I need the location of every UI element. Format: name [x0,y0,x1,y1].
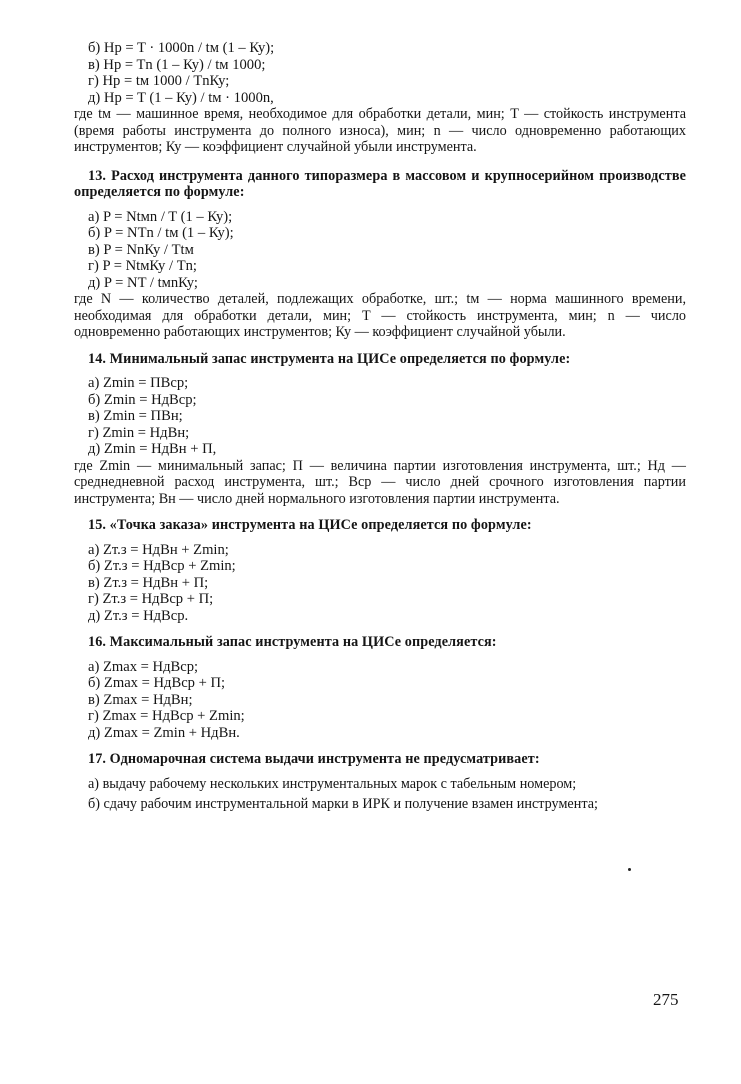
q17-option-b: б) сдачу рабочим инструментальной марки в ИРК и получение взамен инструмента; [88,796,598,812]
page-content [74,40,686,813]
q14-legend: где Zmin — минимальный запас; П — величина партии изготовления инструмента, шт.; Hд — среднедневной расход инструмента, шт.; Bср — число дней срочного изготовления партии инструмента; Bн — число дней нормального изготовления партии инструмента. [74,457,686,507]
q12-legend: где tм — машинное время, необходимое для обработки детали, мин; T — стойкость инструмента (время работы инструмента до полного износа), мин; n — число одновременно работающих инструментов; Ку — коэффициент случайной убыли инструмента. [74,106,686,155]
q16-option-b: б) Zmax = HдBср + П; [88,675,226,691]
q16-option-d: д) Zmax = Zmin + HдBн. [88,724,240,741]
q16-title: 16. Максимальный запас инструмента на ЦИСе определяется: [88,634,497,650]
q16-option-g: г) Zmax = HдBср + Zmin; [88,708,245,724]
q14-option-b: б) Zmin = HдBср; [88,391,197,408]
q15-title: 15. «Точка заказа» инструмента на ЦИСе определяется по формуле: [88,517,532,533]
q15-option-b: б) Zт.з = HдBср + Zmin; [88,558,236,574]
q13-option-a: а) P = Ntмn / T (1 – Ку); [88,208,233,225]
q14-option-a: а) Zmin = ПBср; [88,375,189,391]
q16-option-v: в) Zmax = HдBн; [88,691,193,708]
page-number: 275 [653,990,679,1009]
q13-option-v: в) P = NnКу / Ttм [88,241,194,258]
q14-title: 14. Минимальный запас инструмента на ЦИСе определяется по формуле: [88,350,571,367]
q17-title: 17. Одномарочная система выдачи инструмента не предусматривает: [88,751,540,767]
q13-title: 13. Расход инструмента данного типоразмера в массовом и крупносерийном производстве определяется по формуле: [74,167,686,200]
q14-option-d: д) Zmin = HдBн + П, [88,441,217,457]
q12-option-b: б) Hp = T · 1000n / tм (1 – Ку); [88,40,275,56]
q16-option-a: а) Zmax = HдBср; [88,658,199,675]
q15-option-v: в) Zт.з = HдBн + П; [88,574,209,591]
q12-option-d: д) Hp = T (1 – Ку) / tм · 1000n, [88,89,274,106]
q15-option-a: а) Zт.з = HдBн + Zmin; [88,541,229,558]
q15-option-d: д) Zт.з = HдBср. [88,607,189,624]
q13-option-g: г) P = NtмКу / Tn; [88,258,197,274]
q14-option-g: г) Zmin = HдBн; [88,424,190,441]
q15-option-g: г) Zт.з = HдBср + П; [88,591,214,607]
q17-option-a: а) выдачу рабочему нескольких инструментальных марок с табельным номером; [88,775,577,792]
q12-option-v: в) Hp = Tn (1 – Ку) / tм 1000; [88,56,266,73]
q14-option-v: в) Zmin = ПBн; [88,408,183,424]
q13-legend: где N — количество деталей, подлежащих обработке, шт.; tм — норма машинного времени, необходимая для обработки детали, мин; T — стойкость инструмента, мин; n — число одновременно работающих инструментов; Ку — коэффициент случайной убыли. [74,291,686,340]
scan-speck [628,868,631,871]
q12-option-g: г) Hp = tм 1000 / TnКу; [88,73,230,89]
q13-option-b: б) P = NTn / tм (1 – Ку); [88,225,234,241]
q13-option-d: д) P = NT / tмnКу; [88,274,198,291]
